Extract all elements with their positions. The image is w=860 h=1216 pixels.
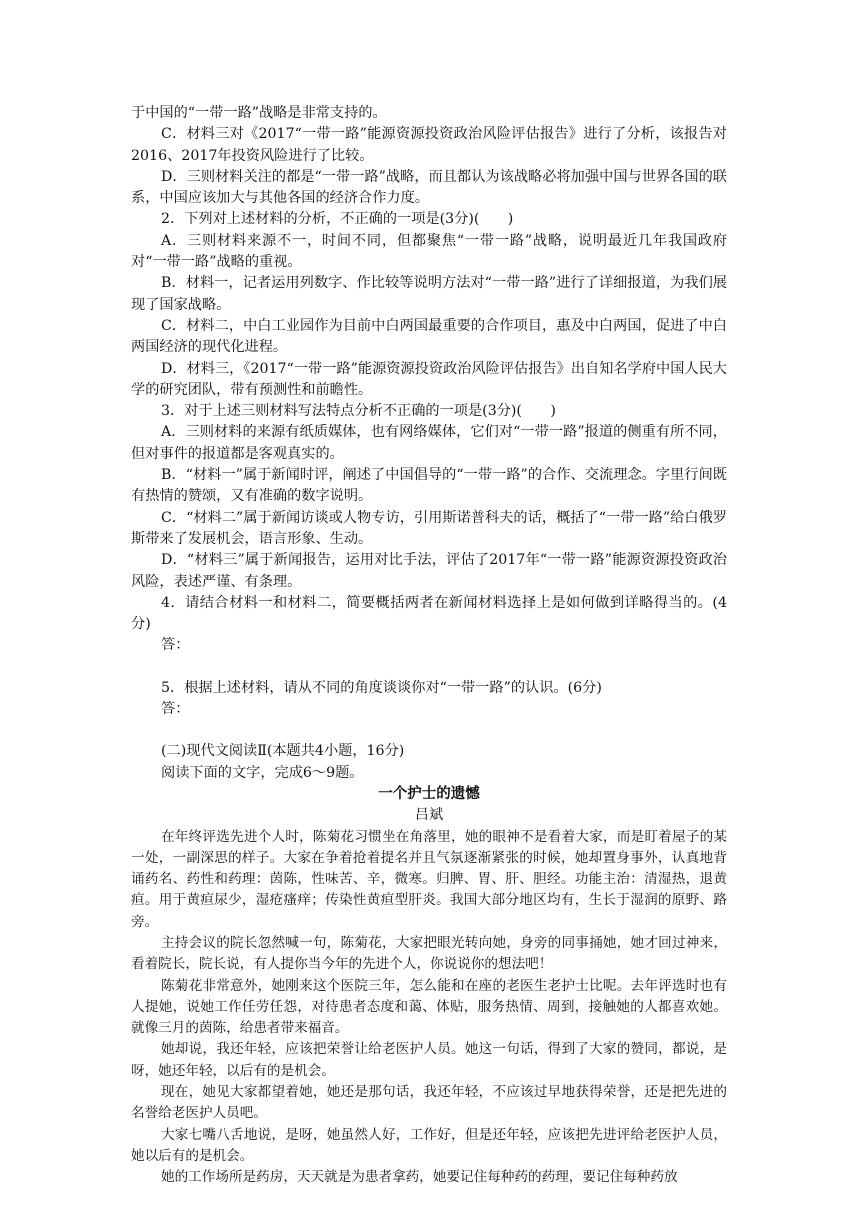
- article-paragraph: 大家七嘴八舌地说，是呀，她虽然人好，工作好，但是还年轻，应该把先进评给老医护人员，她以后有的是机会。: [131, 1126, 727, 1164]
- article-paragraph: 她的工作场所是药房，天天就是为患者拿药，她要记住每种药的药理，要记住每种药放: [161, 1169, 678, 1186]
- paragraph: 答：: [161, 701, 190, 718]
- paragraph: 3．对于上述三则材料写法特点分析不正确的一项是(3分)( ): [161, 403, 556, 420]
- paragraph: A．三则材料来源不一，时间不同，但都聚焦“一带一路”战略，说明最近几年我国政府对“一带一路”战略的重视。: [131, 232, 727, 271]
- answer-space: [131, 720, 727, 741]
- paragraph: D．“材料三”属于新闻报告，运用对比手法，评估了2017年“一带一路”能源资源投资政治风险，表述严谨、有条理。: [131, 552, 727, 590]
- article-paragraph: 陈菊花非常意外，她刚来这个医院三年，怎么能和在座的老医生老护士比呢。去年评选时也有人提她，说她工作任劳任怨，对待患者态度和蔼、体贴，服务热情、周到，接触她的人都喜欢她。就像三月的茵陈，给患者带来福音。: [131, 977, 727, 1037]
- paragraph: B．材料一，记者运用列数字、作比较等说明方法对“一带一路”进行了详细报道，为我们展现了国家战略。: [131, 275, 727, 313]
- paragraph: D．材料三，《2017“一带一路”能源资源投资政治风险评估报告》出自知名学府中国人民大学的研究团队，带有预测性和前瞻性。: [131, 360, 727, 398]
- paragraph: A．三则材料的来源有纸质媒体，也有网络媒体，它们对“一带一路”报道的侧重有所不同，但对事件的报道都是客观真实的。: [131, 424, 727, 462]
- paragraph: 于中国的“一带一路”战略是非常支持的。: [131, 105, 387, 121]
- article-paragraph: 现在，她见大家都望着她，她还是那句话，我还年轻，不应该过早地获得荣誉，还是把先进的名誉给老医护人员吧。: [131, 1084, 727, 1122]
- paragraph: B．“材料一”属于新闻时评，阐述了中国倡导的“一带一路”的合作、交流理念。字里行间既有热情的赞颂，又有准确的数字说明。: [131, 467, 727, 505]
- paragraph: C．“材料二”属于新闻访谈或人物专访，引用斯诺普科夫的话，概括了“一带一路”给白俄罗斯带来了发展机会，语言形象、生动。: [131, 509, 727, 547]
- paragraph: 阅读下面的文字，完成6～9题。: [161, 764, 364, 781]
- article-paragraph: 在年终评选先进个人时，陈菊花习惯坐在角落里，她的眼神不是看着大家，而是盯着屋子的某一处，一副深思的样子。大家在争着抢着提名并且气氛逐渐紧张的时候，她却置身事外，认真地背诵药名、药性和药理：茵陈，性味苦、辛，微寒。归脾、胃、肝、胆经。功能主治：清湿热，退黄疸。用于黄疸尿少，湿疮瘙痒；传染性黄疸型肝炎。我国大部分地区均有，生长于湿润的原野、路旁。: [131, 828, 727, 930]
- answer-space: [131, 657, 727, 678]
- article-paragraph: 她却说，我还年轻，应该把荣誉让给老医护人员。她这一句话，得到了大家的赞同，都说，是呀，她还年轻，以后有的是机会。: [131, 1041, 727, 1079]
- article-title: 一个护士的遗憾: [378, 785, 480, 802]
- paragraph: (二)现代文阅读Ⅱ(本题共4小题，16分): [161, 743, 405, 760]
- article-paragraph: 主持会议的院长忽然喊一句，陈菊花，大家把眼光转向她，身旁的同事捅她，她才回过神来，看着院长，院长说，有人提你当今年的先进个人，你说说你的想法吧！: [131, 934, 727, 973]
- paragraph: 答：: [161, 637, 190, 654]
- paragraph: C．材料三对《2017“一带一路”能源资源投资政治风险评估报告》进行了分析，该报告对2016、2017年投资风险进行了比较。: [131, 126, 727, 164]
- paragraph: C．材料二，中白工业园作为目前中白两国最重要的合作项目，惠及中白两国，促进了中白两国经济的现代化进程。: [131, 317, 727, 356]
- paragraph: 2．下列对上述材料的分析，不正确的一项是(3分)( ): [161, 211, 514, 228]
- document-body: [131, 103, 727, 1189]
- paragraph: 4．请结合材料一和材料二，简要概括两者在新闻材料选择上是如何做到详略得当的。(4分): [131, 594, 727, 633]
- paragraph: D．三则材料关注的都是“一带一路”战略，而且都认为该战略必将加强中国与世界各国的联系，中国应该加大与其他各国的经济合作力度。: [131, 168, 727, 207]
- article-author: 吕斌: [414, 807, 444, 824]
- paragraph: 5．根据上述材料，请从不同的角度谈谈你对“一带一路”的认识。(6分): [161, 679, 602, 696]
